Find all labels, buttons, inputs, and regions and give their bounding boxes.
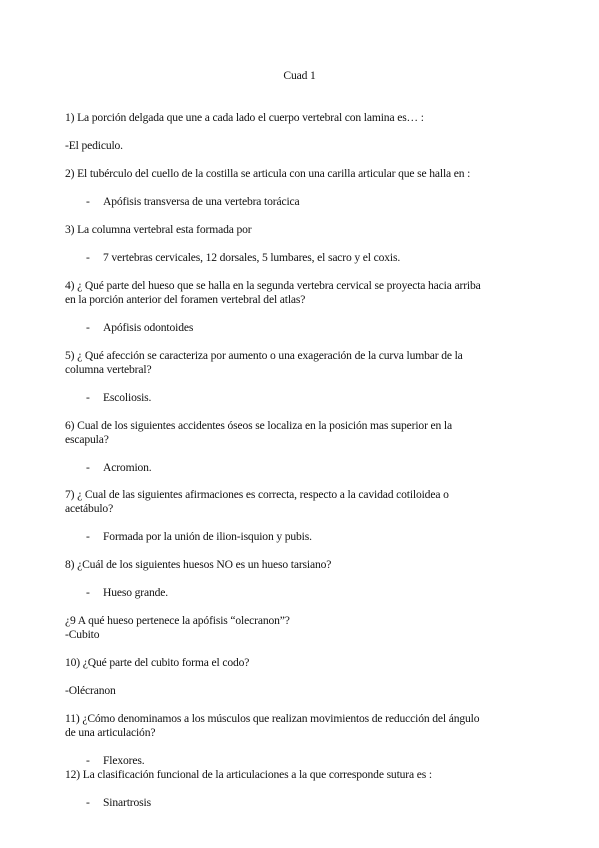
question-4-line-1: 4) ¿ Qué parte del hueso que se halla en la segunda vertebra cervical se proyecta hacia arriba (65, 279, 481, 292)
question-3: 3) La columna vertebral esta formada por (65, 223, 252, 236)
bullet-dash: - (86, 586, 90, 599)
bullet-dash: - (86, 754, 90, 767)
question-7-line-2: acetábulo? (65, 502, 114, 515)
answer-5: Escoliosis. (103, 391, 152, 404)
answer-6: Acromion. (103, 461, 152, 474)
question-11-line-1: 11) ¿Cómo denominamos a los músculos que realizan movimientos de reducción del ángulo (65, 712, 480, 725)
question-7-line-1: 7) ¿ Cual de las siguientes afirmaciones es correcta, respecto a la cavidad cotiloidea o (65, 488, 449, 501)
bullet-dash: - (86, 251, 90, 264)
answer-2: Apófisis transversa de una vertebra torácica (103, 195, 300, 208)
answer-3: 7 vertebras cervicales, 12 dorsales, 5 lumbares, el sacro y el coxis. (103, 251, 401, 264)
answer-12: Sinartrosis (103, 796, 151, 809)
bullet-dash: - (86, 796, 90, 809)
question-4-line-2: en la porción anterior del foramen vertebral del atlas? (65, 293, 306, 306)
question-12: 12) La clasificación funcional de la articulaciones a la que corresponde sutura es : (65, 768, 432, 781)
bullet-dash: - (86, 195, 90, 208)
answer-10: -Olécranon (65, 684, 116, 697)
question-6-line-2: escapula? (65, 433, 109, 446)
answer-11: Flexores. (103, 754, 145, 767)
question-10: 10) ¿Qué parte del cubito forma el codo? (65, 656, 250, 669)
bullet-dash: - (86, 321, 90, 334)
question-6-line-1: 6) Cual de los siguientes accidentes óseos se localiza en la posición mas superior en la (65, 419, 452, 432)
answer-7: Formada por la unión de ilion-isquion y pubis. (103, 530, 312, 543)
answer-8: Hueso grande. (103, 586, 169, 599)
question-1: 1) La porción delgada que une a cada lado el cuerpo vertebral con lamina es… : (65, 111, 424, 124)
question-2: 2) El tubérculo del cuello de la costilla se articula con una carilla articular que se halla en : (65, 167, 471, 180)
document-title: Cuad 1 (283, 69, 316, 82)
question-5-line-1: 5) ¿ Qué afección se caracteriza por aumento o una exageración de la curva lumbar de la (65, 349, 463, 362)
question-11-line-2: de una articulación? (65, 726, 156, 739)
answer-4: Apófisis odontoides (103, 321, 194, 334)
answer-9: -Cubito (65, 628, 100, 641)
bullet-dash: - (86, 391, 90, 404)
answer-1: -El pediculo. (65, 139, 123, 152)
question-8: 8) ¿Cuál de los siguientes huesos NO es un hueso tarsiano? (65, 558, 332, 571)
bullet-dash: - (86, 461, 90, 474)
bullet-dash: - (86, 530, 90, 543)
question-9: ¿9 A qué hueso pertenece la apófisis “olecranon”? (65, 614, 290, 627)
question-5-line-2: columna vertebral? (65, 363, 152, 376)
